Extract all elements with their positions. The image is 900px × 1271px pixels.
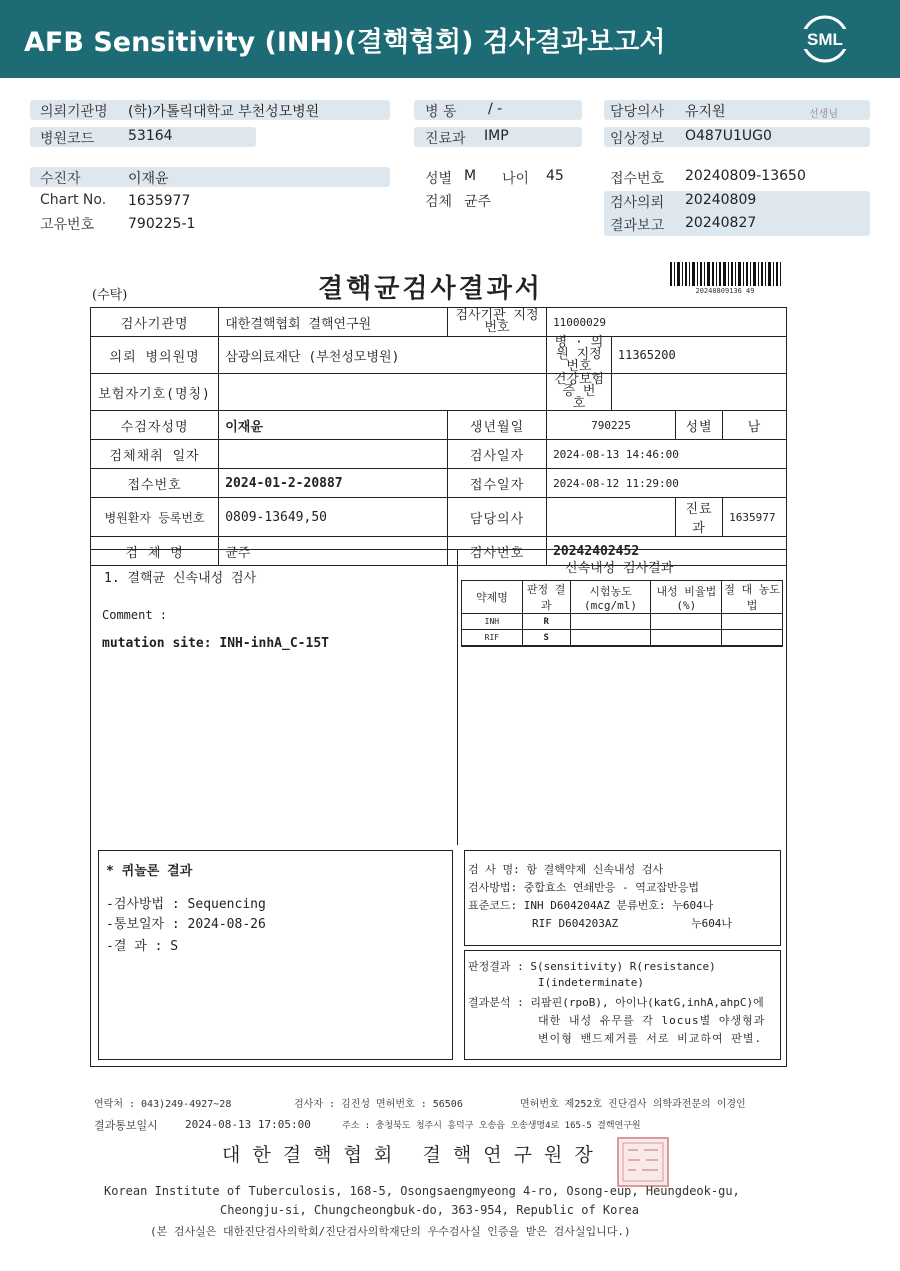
footer-english-2: Cheongju-si, Chungcheongbuk-do, 363-954, Republic of Korea	[220, 1203, 640, 1217]
cell-value	[219, 440, 448, 469]
res-header: 시험농도 (mcg/ml)	[570, 581, 651, 614]
page-title: AFB Sensitivity (INH)(결핵협회) 검사결과보고서	[24, 27, 666, 58]
cell-label: 접수일자	[448, 469, 547, 498]
ward-value: / -	[488, 101, 503, 117]
res-cell	[570, 614, 651, 630]
clinical-value: O487U1UG0	[685, 128, 772, 144]
specimen-value: 균주	[464, 194, 492, 210]
cell-value: 2024-08-12 11:29:00	[547, 469, 787, 498]
doctor-value: 유지원	[685, 104, 726, 120]
request-label: 검사의뢰	[610, 195, 665, 211]
chart-value: 1635977	[128, 193, 191, 209]
footer-english-1: Korean Institute of Tuberculosis, 168-5, Osongsaengmyeong 4-ro, Osong-eup, Heungdeok-gu,	[104, 1184, 740, 1198]
std-code-2: RIF D604203AZ 누604나	[532, 917, 733, 930]
res-cell: RIF	[462, 630, 523, 646]
report-label: 결과보고	[610, 218, 665, 234]
receipt-label: 접수번호	[610, 171, 665, 187]
uid-value: 790225-1	[128, 216, 196, 232]
res-header: 내성 비율법(%)	[651, 581, 722, 614]
entrust-label: (수탁)	[92, 288, 128, 303]
judgement-2: I(indeterminate)	[538, 976, 644, 989]
cell-label: 보험자기호(명칭)	[91, 374, 219, 411]
footer-notify-label: 결과통보일시	[94, 1119, 158, 1132]
request-value: 20240809	[685, 192, 757, 208]
footer-notify-date: 2024-08-13 17:05:00	[185, 1118, 311, 1131]
cell-label: 진료과	[675, 498, 722, 537]
cell-label: 검사번호	[448, 537, 547, 566]
ward-label: 병 동	[425, 104, 457, 120]
cell-label: 담당의사	[448, 498, 547, 537]
barcode	[668, 262, 783, 294]
cell-value: 0809-13649,50	[219, 498, 448, 537]
footer-org-name: 대 한 결 핵 협 회 결 핵 연 구 원 장	[222, 1144, 596, 1166]
cell-value: 이재윤	[219, 411, 448, 440]
res-header: 절 대 농도법	[722, 581, 783, 614]
footer-contact: 연락처 : 043)249-4927~28	[94, 1099, 232, 1110]
result-table-title: 신속내성 검사결과	[565, 561, 674, 576]
mutation-site: mutation site: INH-inhA_C-15T	[102, 636, 329, 651]
cell-value: 1635977	[723, 498, 787, 537]
dept-value: IMP	[484, 128, 509, 144]
res-cell: S	[522, 630, 570, 646]
chart-label: Chart No.	[40, 192, 107, 208]
res-cell	[722, 630, 783, 646]
cell-value: 2024-01-2-20887	[219, 469, 448, 498]
left-section-title: 1. 결핵균 신속내성 검사	[104, 571, 257, 586]
cell-value: 대한결핵협회 결핵연구원	[219, 308, 448, 337]
cell-label: 건강보험 증 번 호	[547, 374, 612, 411]
cell-value: 균주	[219, 537, 448, 566]
referral-label: 의뢰기관명	[40, 104, 108, 120]
clinical-label: 임상정보	[610, 131, 665, 147]
cell-value: 790225	[547, 411, 676, 440]
cell-label: 검사기관명	[91, 308, 219, 337]
report-value: 20240827	[685, 215, 757, 231]
sml-logo	[798, 12, 852, 66]
analysis-3: 변이형 밴드제거를 서로 비교하여 판별.	[538, 1032, 763, 1045]
cell-label: 생년월일	[448, 411, 547, 440]
dept-label: 진료과	[425, 131, 466, 147]
official-seal	[616, 1136, 670, 1188]
cell-value: 삼광의료재단 (부천성모병원)	[219, 337, 547, 374]
test-name: 검 사 명: 항 결핵약제 신속내성 검사	[468, 863, 664, 876]
result-divider	[457, 549, 458, 845]
cell-value	[219, 374, 547, 411]
res-header: 약제명	[462, 581, 523, 614]
cell-label: 검사일자	[448, 440, 547, 469]
quinolone-method: -검사방법 : Sequencing	[106, 897, 266, 912]
cell-value: 11365200	[611, 337, 786, 374]
cell-label: 성별	[675, 411, 722, 440]
result-table-bottom	[461, 646, 783, 647]
quinolone-box	[98, 850, 453, 1060]
cell-label: 접수번호	[91, 469, 219, 498]
patient-value: 이재윤	[128, 171, 169, 187]
cell-value: 11000029	[547, 308, 787, 337]
doctor-suffix: 선생님	[809, 109, 838, 120]
cell-label: 의뢰 병의원명	[91, 337, 219, 374]
cell-value: 20242402452	[547, 537, 787, 566]
comment-label: Comment :	[102, 608, 168, 622]
analysis-1: 결과분석 : 리팜핀(rpoB), 아이나(katG,inhA,ahpC)에	[468, 996, 764, 1009]
test-method: 검사방법: 중합효소 연쇄반응 - 역교잡반응법	[468, 881, 700, 894]
patient-label: 수진자	[40, 171, 81, 187]
cell-label: 병 · 의원 지정번호	[547, 337, 612, 374]
referral-value: (학)가톨릭대학교 부천성모병원	[128, 104, 320, 120]
footer-tester: 검사자 : 김진성 면허번호 : 56506	[294, 1099, 463, 1110]
res-cell	[722, 614, 783, 630]
specimen-label: 검체	[425, 194, 453, 210]
std-code-1: 표준코드: INH D604204AZ 분류번호: 누604나	[468, 899, 714, 912]
res-header: 판정 결과	[522, 581, 570, 614]
report-title: 결핵균검사결과서	[318, 274, 543, 304]
quinolone-title: * 퀴놀론 결과	[106, 864, 193, 879]
quinolone-date: -통보일자 : 2024-08-26	[106, 917, 266, 932]
sex-value: M	[464, 168, 477, 184]
cell-label: 수검자성명	[91, 411, 219, 440]
patient-row	[30, 167, 390, 187]
cell-value	[547, 498, 676, 537]
res-cell: R	[522, 614, 570, 630]
doctor-label: 담당의사	[610, 104, 665, 120]
age-label: 나이	[502, 171, 530, 187]
res-cell	[651, 630, 722, 646]
svg-text:SML: SML	[807, 30, 843, 49]
cell-label: 검체채취 일자	[91, 440, 219, 469]
sex-label: 성별	[425, 171, 453, 187]
receipt-value: 20240809-13650	[685, 168, 806, 184]
analysis-2: 대한 내성 유무를 각 locus별 야생형과	[538, 1014, 766, 1027]
uid-label: 고유번호	[40, 217, 95, 233]
footer-license: 면허번호 제252호 진단검사 의학과전문의 이경인	[520, 1099, 746, 1110]
res-cell	[651, 614, 722, 630]
hospcode-label: 병원코드	[40, 131, 95, 147]
svg-text:20240809136 49: 20240809136 49	[695, 287, 755, 294]
res-cell	[570, 630, 651, 646]
report-info-table	[90, 307, 787, 566]
cell-label: 검 체 명	[91, 537, 219, 566]
age-value: 45	[546, 168, 564, 184]
judgement-1: 판정결과 : S(sensitivity) R(resistance)	[468, 960, 716, 973]
cell-value: 2024-08-13 14:46:00	[547, 440, 787, 469]
footer-cert-note: (본 검사실은 대한진단검사의학회/진단검사의학재단의 우수검사실 인증을 받은 검사실입니다.)	[150, 1225, 631, 1238]
res-cell: INH	[462, 614, 523, 630]
hospcode-value: 53164	[128, 128, 173, 144]
resistance-table	[461, 580, 783, 646]
cell-value: 남	[723, 411, 787, 440]
cell-label: 검사기관 지정번호	[448, 308, 547, 337]
cell-label: 병원환자 등록번호	[91, 498, 219, 537]
cell-value	[611, 374, 786, 411]
footer-address: 주소 : 충청북도 청주시 흥덕구 오송읍 오송생명4로 165-5 결핵연구원	[342, 1121, 641, 1131]
quinolone-result: -결 과 : S	[106, 939, 179, 954]
